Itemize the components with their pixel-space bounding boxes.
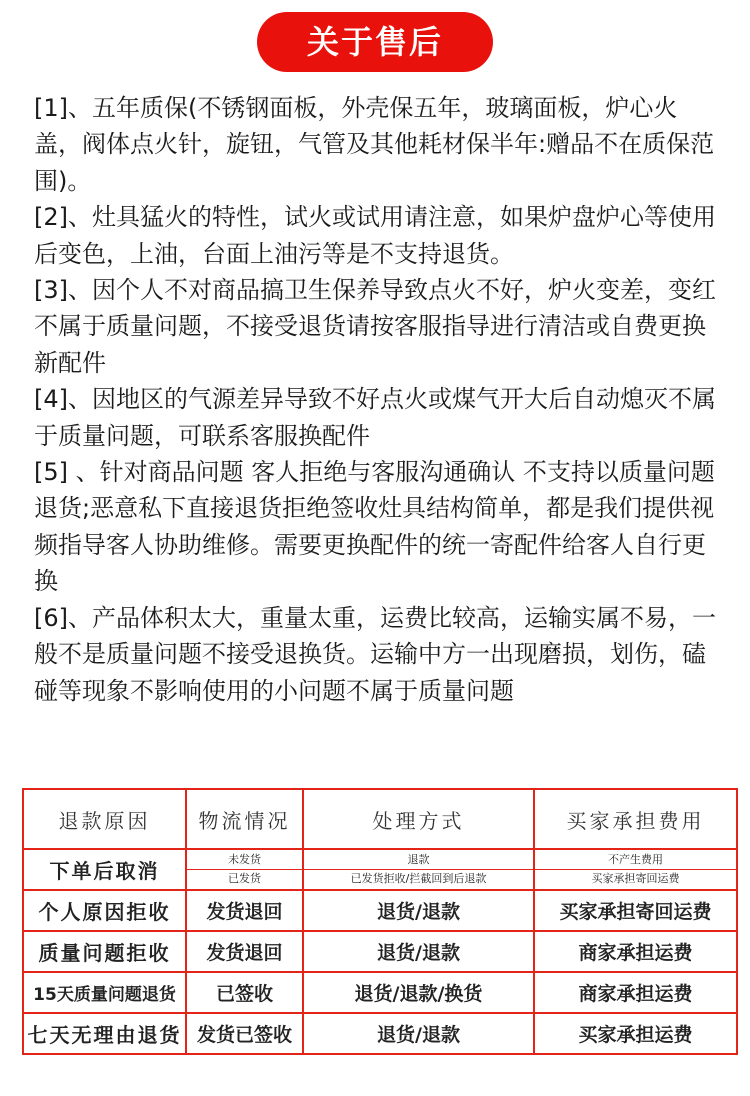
cell-cost — [534, 849, 737, 890]
cell-logistics — [186, 849, 303, 890]
note-item: [3]、因个人不对商品搞卫生保养导致点火不好，炉火变差，变红不属于质量问题，不接受退货请按客服指导进行清洁或自费更换新配件 — [34, 276, 716, 377]
header-refund-reason: 退款原因 — [23, 789, 186, 849]
header-handling: 处理方式 — [303, 789, 534, 849]
page-title: 关于售后 — [257, 12, 493, 72]
cell-handling: 退货/退款 — [303, 931, 534, 972]
cell-cost: 买家承担寄回运费 — [534, 890, 737, 931]
cell-logistics-top: 未发货 — [187, 851, 302, 870]
refund-policy-table — [22, 788, 736, 1047]
cell-cost: 商家承担运费 — [534, 972, 737, 1013]
title-banner — [0, 12, 750, 72]
table-row — [23, 849, 737, 890]
cell-logistics: 发货已签收 — [186, 1013, 303, 1054]
cell-logistics-bottom: 已发货 — [228, 872, 261, 885]
table-header-row — [23, 789, 737, 849]
note-item: [4]、因地区的气源差异导致不好点火或煤气开大后自动熄灭不属于质量问题，可联系客服换配件 — [34, 385, 716, 450]
cell-handling — [303, 849, 534, 890]
header-buyer-cost: 买家承担费用 — [534, 789, 737, 849]
table-row — [23, 890, 737, 931]
note-item: [6]、产品体积太大，重量太重，运费比较高，运输实属不易，一般不是质量问题不接受退换货。运输中方一出现磨损，划伤，磕碰等现象不影响使用的小问题不属于质量问题 — [34, 603, 716, 705]
cell-handling-bottom: 已发货拒收/拦截回到后退款 — [350, 872, 487, 885]
cell-cost-top: 不产生费用 — [535, 851, 736, 870]
cell-cost: 买家承担运费 — [534, 1013, 737, 1054]
table-row — [23, 931, 737, 972]
table-row — [23, 1013, 737, 1054]
cell-reason: 质量问题拒收 — [23, 931, 186, 972]
cell-logistics: 已签收 — [186, 972, 303, 1013]
cell-logistics: 发货退回 — [186, 890, 303, 931]
header-logistics: 物流情况 — [186, 789, 303, 849]
cell-logistics: 发货退回 — [186, 931, 303, 972]
note-item: [2]、灶具猛火的特性，试火或试用请注意，如果炉盘炉心等使用后变色，上油，台面上油污等是不支持退货。 — [34, 203, 716, 268]
cell-reason: 下单后取消 — [23, 849, 186, 890]
after-sales-notes — [34, 90, 724, 709]
cell-handling: 退货/退款/换货 — [303, 972, 534, 1013]
note-item: [5] 、针对商品问题 客人拒绝与客服沟通确认 不支持以质量问题退货;恶意私下直接退货拒绝签收灶具结构简单，都是我们提供视频指导客人协助维修。需要更换配件的统一寄配件给客人自行更换 — [34, 458, 715, 596]
cell-reason: 15天质量问题退货 — [23, 972, 186, 1013]
cell-handling-top: 退款 — [304, 851, 533, 870]
cell-handling: 退货/退款 — [303, 1013, 534, 1054]
note-item: [1]、五年质保(不锈钢面板，外壳保五年，玻璃面板，炉心火盖，阀体点火针，旋钮，气管及其他耗材保半年:赠品不在质保范围)。 — [34, 94, 715, 195]
cell-cost-bottom: 买家承担寄回运费 — [591, 872, 680, 885]
cell-reason: 七天无理由退货 — [23, 1013, 186, 1054]
table-row — [23, 972, 737, 1013]
cell-cost: 商家承担运费 — [534, 931, 737, 972]
cell-reason: 个人原因拒收 — [23, 890, 186, 931]
cell-handling: 退货/退款 — [303, 890, 534, 931]
